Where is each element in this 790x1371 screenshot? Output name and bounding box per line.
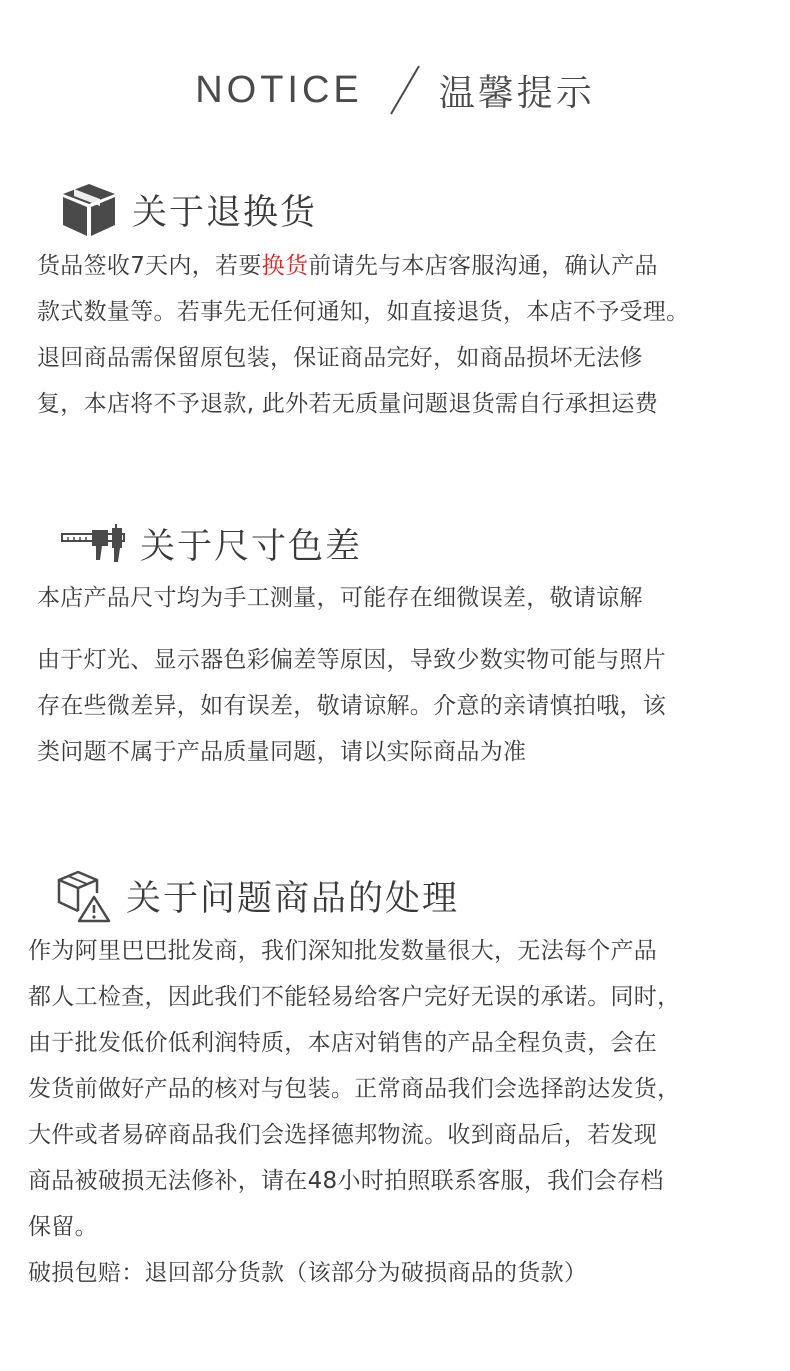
- paragraph-line: 破损包赔：退回部分货款（该部分为破损商品的货款）: [28, 1260, 588, 1286]
- damaged-box-warning-icon: [56, 869, 112, 923]
- returns-paragraph: [37, 243, 689, 427]
- paragraph-line: 作为阿里巴巴批发商，我们深知批发数量很大，无法每个产品: [28, 938, 658, 964]
- paragraph-line: 由于灯光、显示器色彩偏差等原因，导致少数实物可能与照片: [37, 647, 667, 673]
- paragraph-line: 大件或者易碎商品我们会选择德邦物流。收到商品后，若发现: [28, 1122, 658, 1148]
- slash-divider-icon: [385, 60, 425, 120]
- text-segment: 前请先与本店客服沟通，确认产品: [308, 253, 658, 279]
- section-title-text: 关于问题商品的处理: [126, 879, 460, 919]
- paragraph-line: 款式数量等。若事先无任何通知，如直接退货，本店不予受理。: [37, 299, 690, 325]
- paragraph-line: 存在些微差异，如有误差，敬请谅解。介意的亲请慎拍哦，该: [37, 693, 667, 719]
- paragraph-line: 退回商品需保留原包装，保证商品完好，如商品损坏无法修: [37, 345, 643, 371]
- paragraph-line: 发货前做好产品的核对与包装。正常商品我们会选择韵达发货，: [28, 1076, 681, 1102]
- section-title-returns: [60, 182, 317, 238]
- highlight-exchange-text: 换货: [261, 253, 309, 279]
- section-title-text: 关于退换货: [132, 193, 318, 233]
- paragraph-line: [37, 243, 689, 289]
- paragraph-line: 由于批发低价低利润特质，本店对销售的产品全程负责，会在: [28, 1030, 658, 1056]
- section-title-size-color: [60, 516, 362, 572]
- color-difference-paragraph: [37, 637, 666, 775]
- caliper-icon: [60, 524, 128, 564]
- paragraph-line: 保留。: [28, 1214, 98, 1240]
- paragraph-line: 本店产品尺寸均为手工测量，可能存在细微误差，敬请谅解: [37, 585, 643, 611]
- notice-title-cn: 温馨提示: [438, 72, 595, 114]
- notice-header: [0, 60, 790, 120]
- paragraph-line: 商品被破损无法修补，请在48小时拍照联系客服，我们会存档: [28, 1168, 664, 1194]
- damaged-goods-paragraph: [28, 928, 680, 1296]
- box-icon: [60, 182, 118, 238]
- paragraph-line: 复，本店将不予退款, 此外若无质量问题退货需自行承担运费: [37, 391, 659, 417]
- section-title-text: 关于尺寸色差: [140, 527, 363, 567]
- notice-title-en: NOTICE: [195, 68, 363, 111]
- paragraph-line: 都人工检查，因此我们不能轻易给客户完好无误的承诺。同时，: [28, 984, 681, 1010]
- paragraph-line: 类问题不属于产品质量同题，请以实际商品为准: [37, 739, 527, 765]
- section-title-damaged: [56, 866, 459, 926]
- text-segment: 货品签收7天内，若要: [37, 253, 262, 279]
- size-measurement-paragraph: [37, 575, 643, 621]
